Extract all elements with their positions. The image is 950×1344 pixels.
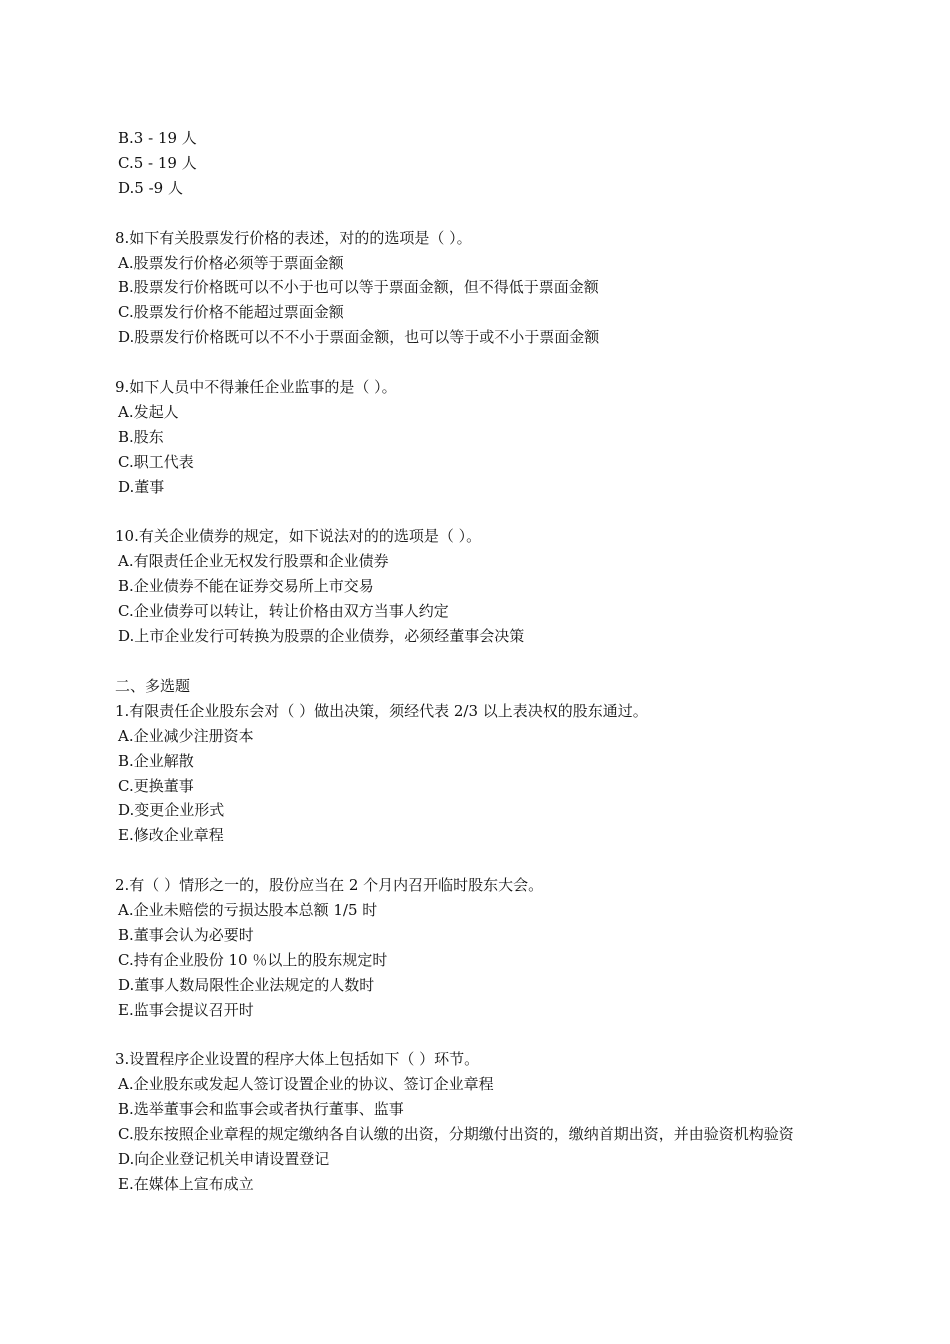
q8-option-c: C.股票发行价格不能超过票面金额 <box>118 303 344 322</box>
q9-option-d: D.董事 <box>118 477 165 496</box>
m1-option-c: C.更换董事 <box>118 776 194 795</box>
m2-option-a: A.企业未赔偿的亏损达股本总额 1/5 时 <box>118 901 378 920</box>
m3-stem: 3.设置程序企业设置的程序大体上包括如下（ ）环节。 <box>115 1050 480 1069</box>
spacer <box>115 350 835 375</box>
question-7-options <box>115 126 835 201</box>
q9-option-a: A.发起人 <box>118 402 179 421</box>
m1-option-e: E.修改企业章程 <box>118 826 224 845</box>
m3-option-d: D.向企业登记机关申请设置登记 <box>118 1150 330 1169</box>
q10-option-a: A.有限责任企业无权发行股票和企业债券 <box>118 552 389 571</box>
spacer <box>115 201 835 226</box>
m2-option-b: B.董事会认为必要时 <box>118 925 254 944</box>
q10-option-b: B.企业债券不能在证券交易所上市交易 <box>118 577 374 596</box>
q9-option-c: C.职工代表 <box>118 452 194 471</box>
question-8 <box>115 226 835 351</box>
q8-option-b: B.股票发行价格既可以不小于也可以等于票面金额，但不得低于票面金额 <box>118 278 599 297</box>
q10-option-d: D.上市企业发行可转换为股票的企业债券，必须经董事会决策 <box>118 627 525 646</box>
q8-option-d: D.股票发行价格既可以不不小于票面金额，也可以等于或不小于票面金额 <box>118 328 600 347</box>
q7-option-d: D.5 -9 人 <box>118 178 183 197</box>
m1-option-a: A.企业减少注册资本 <box>118 726 254 745</box>
m1-stem: 1.有限责任企业股东会对（ ）做出决策，须经代表 2/3 以上表决权的股东通过。 <box>115 701 648 720</box>
m2-stem: 2.有（ ）情形之一的，股份应当在 2 个月内召开临时股东大会。 <box>115 876 544 895</box>
q7-option-b: B.3 - 19 人 <box>118 129 197 147</box>
spacer <box>115 500 835 525</box>
section-2-title: 二、多选题 <box>115 676 191 695</box>
spacer <box>115 649 835 674</box>
m3-option-e: E.在媒体上宣布成立 <box>118 1174 254 1193</box>
q7-option-c: C.5 - 19 人 <box>118 153 197 172</box>
m2-option-c: C.持有企业股份 10 ％以上的股东规定时 <box>118 950 388 969</box>
q10-stem: 10.有关企业债券的规定，如下说法对的的选项是（ ）。 <box>115 527 482 546</box>
m2-option-d: D.董事人数局限性企业法规定的人数时 <box>118 975 375 994</box>
m3-option-a: A.企业股东或发起人签订设置企业的协议、签订企业章程 <box>118 1075 494 1094</box>
m1-option-d: D.变更企业形式 <box>118 801 225 820</box>
q9-stem: 9.如下人员中不得兼任企业监事的是（ ）。 <box>115 378 397 397</box>
multi-question-2 <box>115 873 835 1022</box>
m3-option-c: C.股东按照企业章程的规定缴纳各自认缴的出资，分期缴付出资的，缴纳首期出资，并由验资机构验资 <box>118 1125 794 1144</box>
q8-stem: 8.如下有关股票发行价格的表述，对的的选项是（ ）。 <box>115 228 472 247</box>
q9-option-b: B.股东 <box>118 427 164 446</box>
q10-option-c: C.企业债券可以转让，转让价格由双方当事人约定 <box>118 602 449 621</box>
spacer <box>115 848 835 873</box>
multi-question-1 <box>115 699 835 848</box>
multi-question-3 <box>115 1047 835 1196</box>
m1-option-b: B.企业解散 <box>118 751 194 770</box>
spacer <box>115 1023 835 1048</box>
question-10 <box>115 524 835 649</box>
m3-option-b: B.选举董事会和监事会或者执行董事、监事 <box>118 1100 404 1119</box>
q8-option-a: A.股票发行价格必须等于票面金额 <box>118 253 344 272</box>
question-9 <box>115 375 835 500</box>
document-page <box>115 126 835 1197</box>
m2-option-e: E.监事会提议召开时 <box>118 1000 254 1019</box>
